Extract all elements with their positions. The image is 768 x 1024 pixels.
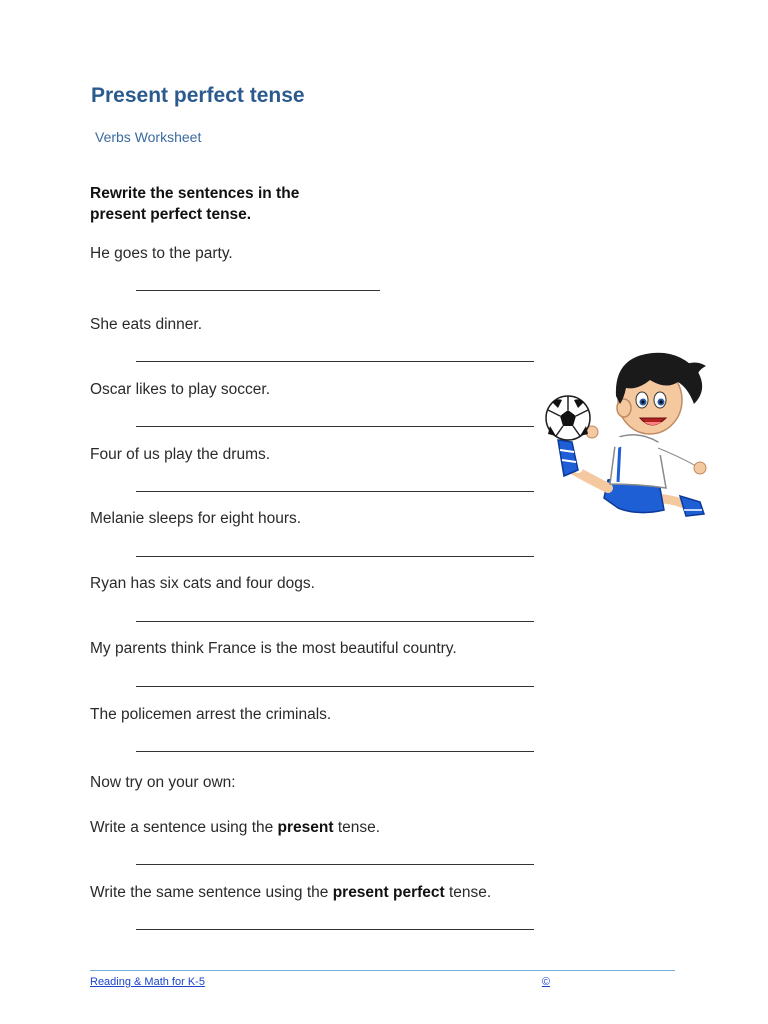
exercise-prompt: He goes to the party. — [90, 245, 233, 262]
instructions — [90, 183, 299, 225]
page-title: Present perfect tense — [91, 84, 305, 107]
own-task-2-after: tense. — [444, 884, 492, 901]
instructions-line-2: present perfect tense. — [90, 206, 252, 223]
own-task-1-before: Write a sentence using the — [90, 819, 278, 836]
answer-line[interactable] — [136, 361, 534, 362]
answer-line[interactable] — [136, 929, 534, 930]
own-task-2-before: Write the same sentence using the — [90, 884, 333, 901]
footer-rule — [90, 970, 675, 971]
own-task-2 — [90, 884, 491, 902]
copyright-symbol[interactable]: © — [541, 976, 550, 988]
exercise-prompt: The policemen arrest the criminals. — [90, 706, 332, 723]
exercise-prompt: My parents think France is the most beautiful country. — [90, 640, 457, 657]
own-task-1-bold: present — [277, 819, 334, 836]
own-task-2-bold: present perfect — [332, 884, 445, 901]
exercise-prompt: Oscar likes to play soccer. — [90, 381, 271, 398]
own-task-1 — [90, 819, 380, 837]
answer-line[interactable] — [136, 491, 534, 492]
answer-line[interactable] — [136, 556, 534, 557]
answer-line[interactable] — [136, 751, 534, 752]
exercise-prompt: Melanie sleeps for eight hours. — [90, 510, 302, 527]
exercise-prompt: Ryan has six cats and four dogs. — [90, 575, 315, 592]
answer-line[interactable] — [136, 864, 534, 865]
exercise-prompt: Four of us play the drums. — [90, 446, 271, 463]
soccer-boy-illustration — [538, 338, 718, 528]
answer-line[interactable] — [136, 686, 534, 687]
instructions-line-1: Rewrite the sentences in the — [90, 185, 300, 202]
footer-link[interactable] — [90, 976, 550, 988]
exercise-prompt: She eats dinner. — [90, 316, 203, 333]
own-task-1-after: tense. — [333, 819, 381, 836]
answer-line[interactable] — [136, 290, 380, 291]
own-heading: Now try on your own: — [90, 774, 236, 791]
footer-link-text[interactable]: Reading & Math for K-5 — [90, 976, 205, 988]
soccer-boy-icon — [538, 338, 718, 528]
answer-line[interactable] — [136, 621, 534, 622]
answer-line[interactable] — [136, 426, 534, 427]
page-subtitle: Verbs Worksheet — [95, 129, 202, 145]
